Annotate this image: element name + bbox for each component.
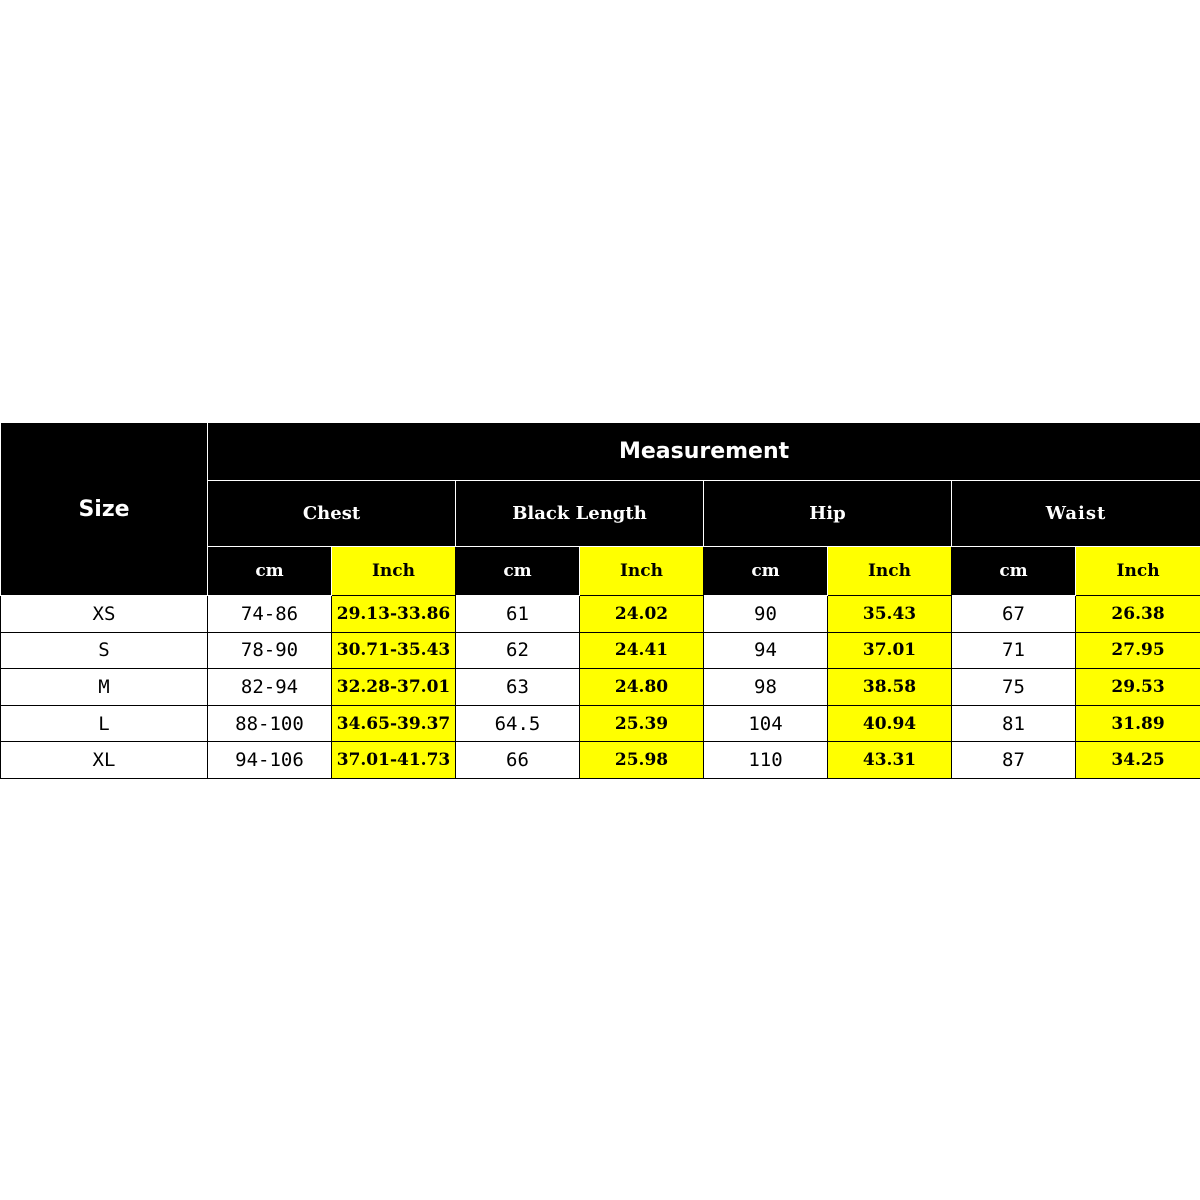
waist-inch-header: Inch xyxy=(1076,547,1200,596)
size-cell: M xyxy=(1,669,208,706)
hip-inch-header: Inch xyxy=(828,547,952,596)
hip-cm-cell: 110 xyxy=(704,742,828,779)
black-length-inch-cell: 25.98 xyxy=(580,742,704,779)
header-row-measurement xyxy=(1,423,1200,481)
black-length-cm-cell: 64.5 xyxy=(456,705,580,742)
chest-inch-header: Inch xyxy=(332,547,456,596)
waist-inch-cell: 34.25 xyxy=(1076,742,1200,779)
size-cell: L xyxy=(1,705,208,742)
hip-inch-cell: 35.43 xyxy=(828,596,952,633)
hip-header: Hip xyxy=(704,481,952,547)
black-length-cm-cell: 66 xyxy=(456,742,580,779)
size-chart-table xyxy=(0,422,1200,779)
chest-inch-cell: 30.71-35.43 xyxy=(332,632,456,669)
waist-cm-cell: 87 xyxy=(952,742,1076,779)
chest-inch-cell: 37.01-41.73 xyxy=(332,742,456,779)
black-length-cm-cell: 61 xyxy=(456,596,580,633)
measurement-header: Measurement xyxy=(208,423,1200,481)
waist-inch-cell: 29.53 xyxy=(1076,669,1200,706)
chest-cm-cell: 78-90 xyxy=(208,632,332,669)
black-length-header: Black Length xyxy=(456,481,704,547)
waist-cm-header: cm xyxy=(952,547,1076,596)
hip-cm-cell: 94 xyxy=(704,632,828,669)
black-length-inch-header: Inch xyxy=(580,547,704,596)
chest-cm-cell: 82-94 xyxy=(208,669,332,706)
waist-cm-cell: 71 xyxy=(952,632,1076,669)
black-length-inch-cell: 24.41 xyxy=(580,632,704,669)
hip-inch-cell: 43.31 xyxy=(828,742,952,779)
black-length-cm-cell: 63 xyxy=(456,669,580,706)
size-cell: XS xyxy=(1,596,208,633)
waist-cm-cell: 75 xyxy=(952,669,1076,706)
table-row xyxy=(1,632,1200,669)
table-row xyxy=(1,669,1200,706)
hip-cm-cell: 98 xyxy=(704,669,828,706)
waist-header: Waist xyxy=(952,481,1200,547)
hip-inch-cell: 40.94 xyxy=(828,705,952,742)
waist-inch-cell: 26.38 xyxy=(1076,596,1200,633)
table-row xyxy=(1,705,1200,742)
table-row xyxy=(1,742,1200,779)
hip-inch-cell: 38.58 xyxy=(828,669,952,706)
table-row xyxy=(1,596,1200,633)
chest-cm-cell: 74-86 xyxy=(208,596,332,633)
waist-inch-cell: 27.95 xyxy=(1076,632,1200,669)
chest-cm-cell: 88-100 xyxy=(208,705,332,742)
waist-inch-cell: 31.89 xyxy=(1076,705,1200,742)
black-length-inch-cell: 24.80 xyxy=(580,669,704,706)
chest-cm-cell: 94-106 xyxy=(208,742,332,779)
hip-cm-cell: 104 xyxy=(704,705,828,742)
black-length-cm-header: cm xyxy=(456,547,580,596)
chest-header: Chest xyxy=(208,481,456,547)
size-cell: S xyxy=(1,632,208,669)
chest-inch-cell: 32.28-37.01 xyxy=(332,669,456,706)
black-length-inch-cell: 25.39 xyxy=(580,705,704,742)
chest-cm-header: cm xyxy=(208,547,332,596)
hip-inch-cell: 37.01 xyxy=(828,632,952,669)
chest-inch-cell: 34.65-39.37 xyxy=(332,705,456,742)
chest-inch-cell: 29.13-33.86 xyxy=(332,596,456,633)
black-length-inch-cell: 24.02 xyxy=(580,596,704,633)
size-cell: XL xyxy=(1,742,208,779)
size-header: Size xyxy=(1,423,208,596)
hip-cm-cell: 90 xyxy=(704,596,828,633)
waist-cm-cell: 81 xyxy=(952,705,1076,742)
black-length-cm-cell: 62 xyxy=(456,632,580,669)
hip-cm-header: cm xyxy=(704,547,828,596)
waist-cm-cell: 67 xyxy=(952,596,1076,633)
